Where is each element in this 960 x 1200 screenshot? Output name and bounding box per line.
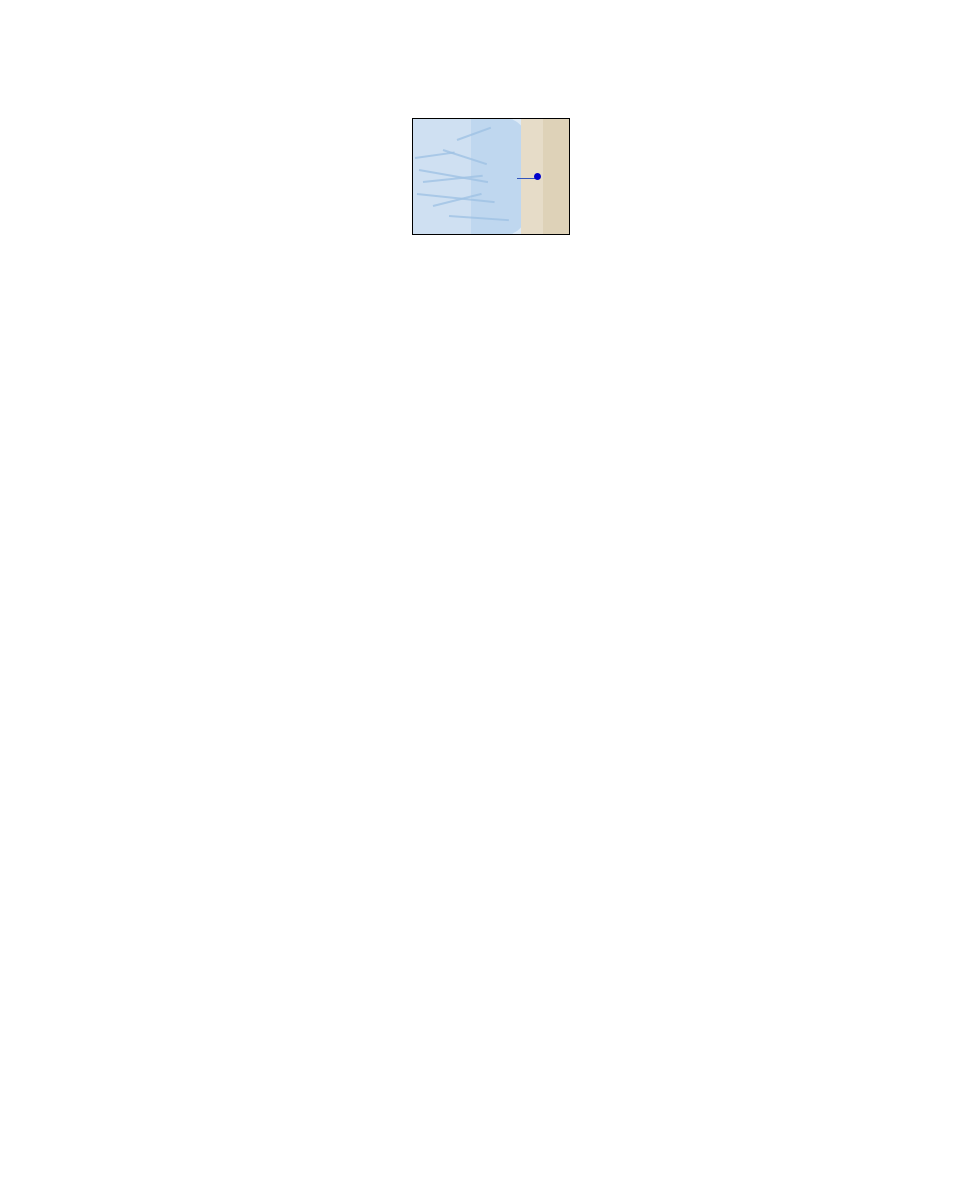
survey-map[interactable] [412, 118, 570, 235]
map-position-marker[interactable] [534, 173, 541, 180]
map-inland [543, 119, 569, 234]
